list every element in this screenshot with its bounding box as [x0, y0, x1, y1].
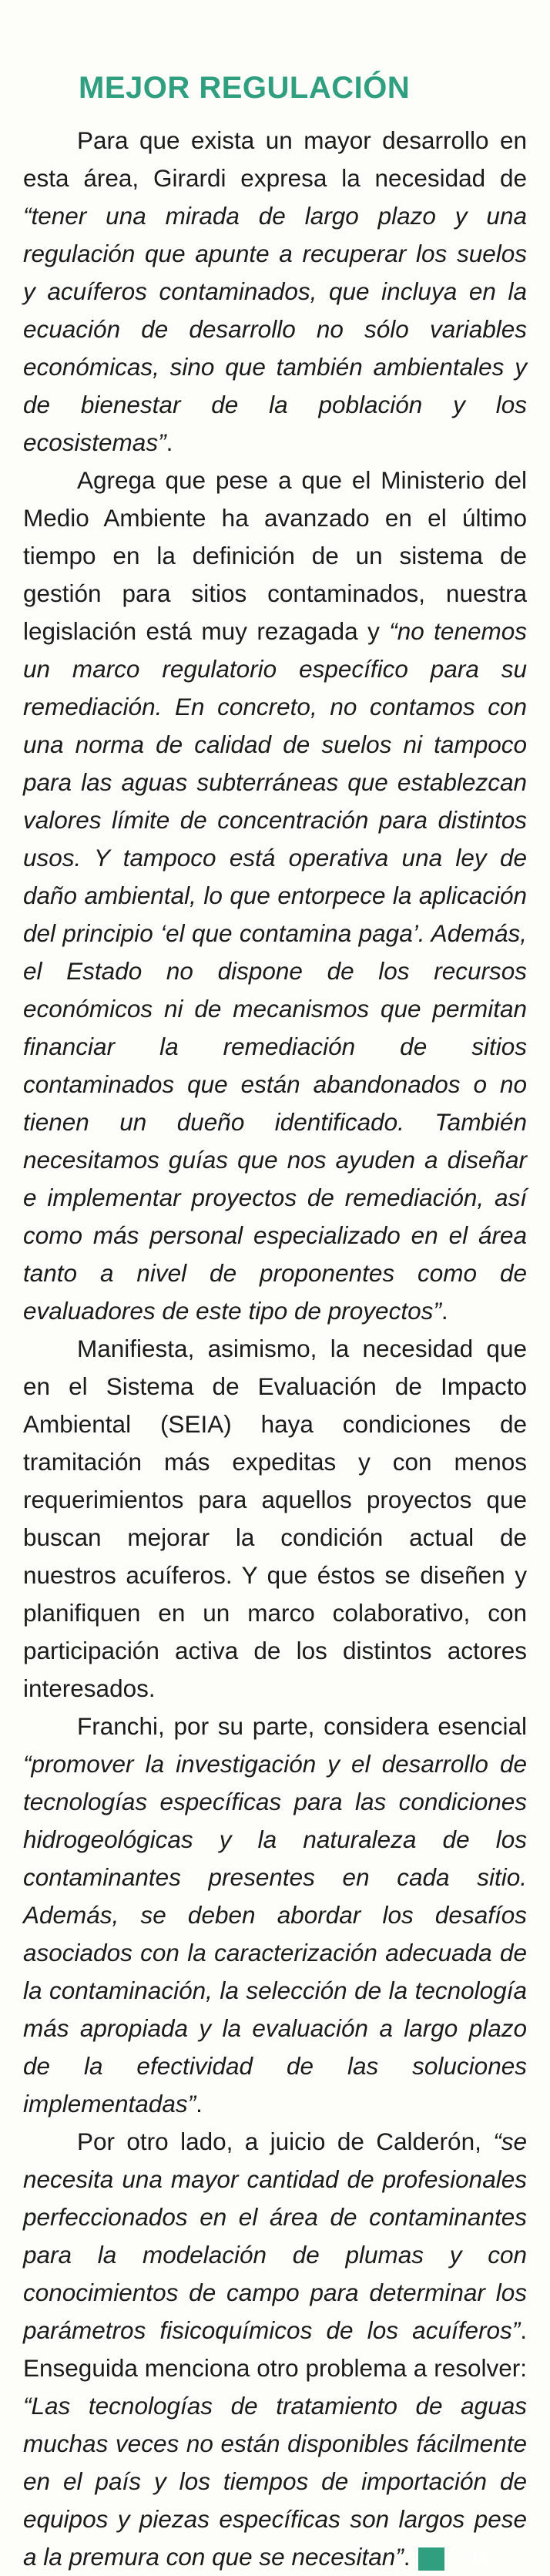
- text-segment: Manifiesta, asimismo, la necesidad que en el Sistema de Evaluación de Impacto Ambiental (SEIA) haya condiciones de tramitación más expeditas y con menos requerimientos para aquellos proyectos que buscan mejorar la condición actual de nuestros acuíferos. Y que éstos se diseñen y planifiquen en un marco colaborativo, con participación activa de los distintos actores interesados.: [23, 1335, 527, 1702]
- paragraph-franchi: [23, 1708, 527, 2123]
- quote-segment: “promover la investigación y el desarrollo de tecnologías específicas para las condiciones hidrogeológicas y la naturaleza de los contaminantes presentes en cada sitio. Además, se deben abordar los desafíos asociados con la caracterización adecuada de la contaminación, la selección de la tecnología más apropiada y la evaluación a largo plazo de la efectividad de las soluciones implementadas”: [23, 1750, 527, 2118]
- paragraph-calderon: [23, 2123, 527, 2576]
- section-heading: MEJOR REGULACIÓN: [79, 71, 411, 105]
- quote-segment: “no tenemos un marco regulatorio específico para su remediación. En concreto, no contamos con una norma de calidad de suelos ni tampoco para las aguas subterráneas que establezcan valores límite de concentración para distintos usos. Y tampoco está operativa una ley de daño ambiental, lo que entorpece la aplicación del principio ‘el que contamina paga’. Además, el Estado no dispone de los recursos económicos ni de mecanismos que permitan financiar la remediación de sitios contaminados que están abandonados o no tienen un dueño identificado. También necesitamos guías que nos ayuden a diseñar e implementar proyectos de remediación, así como más personal especializado en el área tanto a nivel de proponentes como de evaluadores de este tipo de proyectos”: [23, 617, 527, 1325]
- article-body: [23, 122, 527, 2576]
- quote-segment: “se necesita una mayor cantidad de profesionales perfeccionados en el área de contaminantes para la modelación de plumas y con conocimientos de campo para determinar los parámetros fisicoquímicos de los acuíferos”: [23, 2128, 527, 2344]
- paragraph-seia: [23, 1330, 527, 1708]
- paragraph-girardi-2: [23, 462, 527, 1330]
- text-segment: .: [403, 2543, 411, 2571]
- end-of-article-logo: IA: [418, 2547, 444, 2571]
- text-segment: Franchi, por su parte, considera esencial: [77, 1712, 527, 1740]
- text-segment: .: [441, 1297, 448, 1325]
- paragraph-girardi-1: [23, 122, 527, 462]
- quote-segment: “Las tecnologías de tratamiento de aguas muchas veces no están disponibles fácilmente en el país y los tiempos de importación de equipos y piezas específicas son largos pese a la premura con que se necesitan”: [23, 2392, 527, 2571]
- text-segment: Agrega que pese a que el Ministerio del Medio Ambiente ha avanzado en el último tiempo en la definición de un sistema de gestión para sitios contaminados, nuestra legislación está muy rezagada y: [23, 466, 527, 645]
- quote-segment: “tener una mirada de largo plazo y una regulación que apunte a recuperar los suelos y acuíferos contaminados, que incluya en la ecuación de desarrollo no sólo variables económicas, sino que también ambientales y de bienestar de la población y los ecosistemas”: [23, 202, 527, 456]
- text-segment: Para que exista un mayor desarrollo en esta área, Girardi expresa la necesidad de: [23, 126, 527, 192]
- text-segment: . Enseguida menciona otro problema a resolver:: [23, 2316, 527, 2382]
- text-segment: .: [166, 428, 173, 456]
- text-segment: Por otro lado, a juicio de Calderón,: [77, 2128, 494, 2155]
- text-segment: .: [196, 2090, 203, 2118]
